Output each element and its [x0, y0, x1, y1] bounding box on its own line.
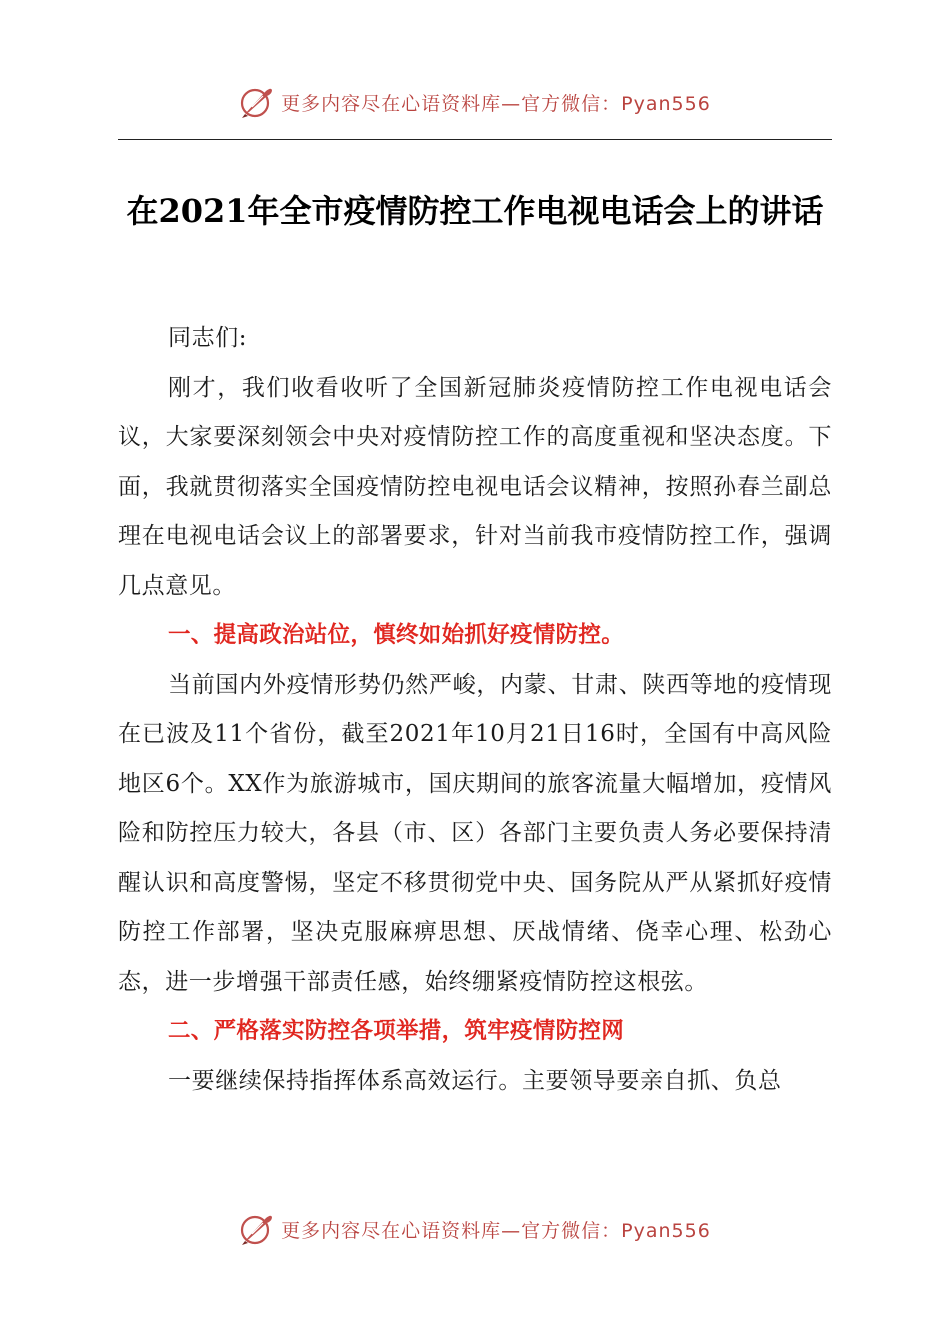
section-heading-2: 二、严格落实防控各项举措，筑牢疫情防控网 — [168, 1018, 625, 1044]
document-title: 在2021年全市疫情防控工作电视电话会上的讲话 — [126, 192, 824, 230]
header-divider — [118, 139, 832, 140]
banner-text: 更多内容尽在心语资料库—官方微信：Pyan556 — [281, 92, 711, 115]
document-body — [118, 314, 832, 1106]
banner-text: 更多内容尽在心语资料库—官方微信：Pyan556 — [281, 1219, 711, 1242]
header-banner — [0, 80, 950, 124]
salutation: 同志们: — [168, 325, 248, 351]
section-2-paragraph: 一要继续保持指挥体系高效运行。主要领导要亲自抓、负总 — [168, 1067, 782, 1094]
quill-pen-logo-icon — [239, 84, 275, 120]
section-heading-1: 一、提高政治站位，慎终如始抓好疫情防控。 — [168, 622, 625, 648]
footer-banner — [0, 1207, 950, 1251]
quill-pen-logo-icon — [239, 1211, 275, 1247]
intro-paragraph: 刚才，我们收看收听了全国新冠肺炎疫情防控工作电视电话会议，大家要深刻领会中央对疫情防控工作的高度重视和坚决态度。下面，我就贯彻落实全国疫情防控电视电话会议精神，按照孙春兰副总理在电视电话会议上的部署要求，针对当前我市疫情防控工作，强调几点意见。 — [118, 374, 832, 599]
section-1-paragraph: 当前国内外疫情形势仍然严峻，内蒙、甘肃、陕西等地的疫情现在已波及11个省份，截至2021年10月21日16时，全国有中高风险地区6个。XX作为旅游城市，国庆期间的旅客流量大幅增加，疫情风险和防控压力较大，各县（市、区）各部门主要负责人务必要保持清醒认识和高度警惕，坚定不移贯彻党中央、国务院从严从紧抓好疫情防控工作部署，坚决克服麻痹思想、厌战情绪、侥幸心理、松劲心态，进一步增强干部责任感，始终绷紧疫情防控这根弦。 — [118, 671, 832, 995]
